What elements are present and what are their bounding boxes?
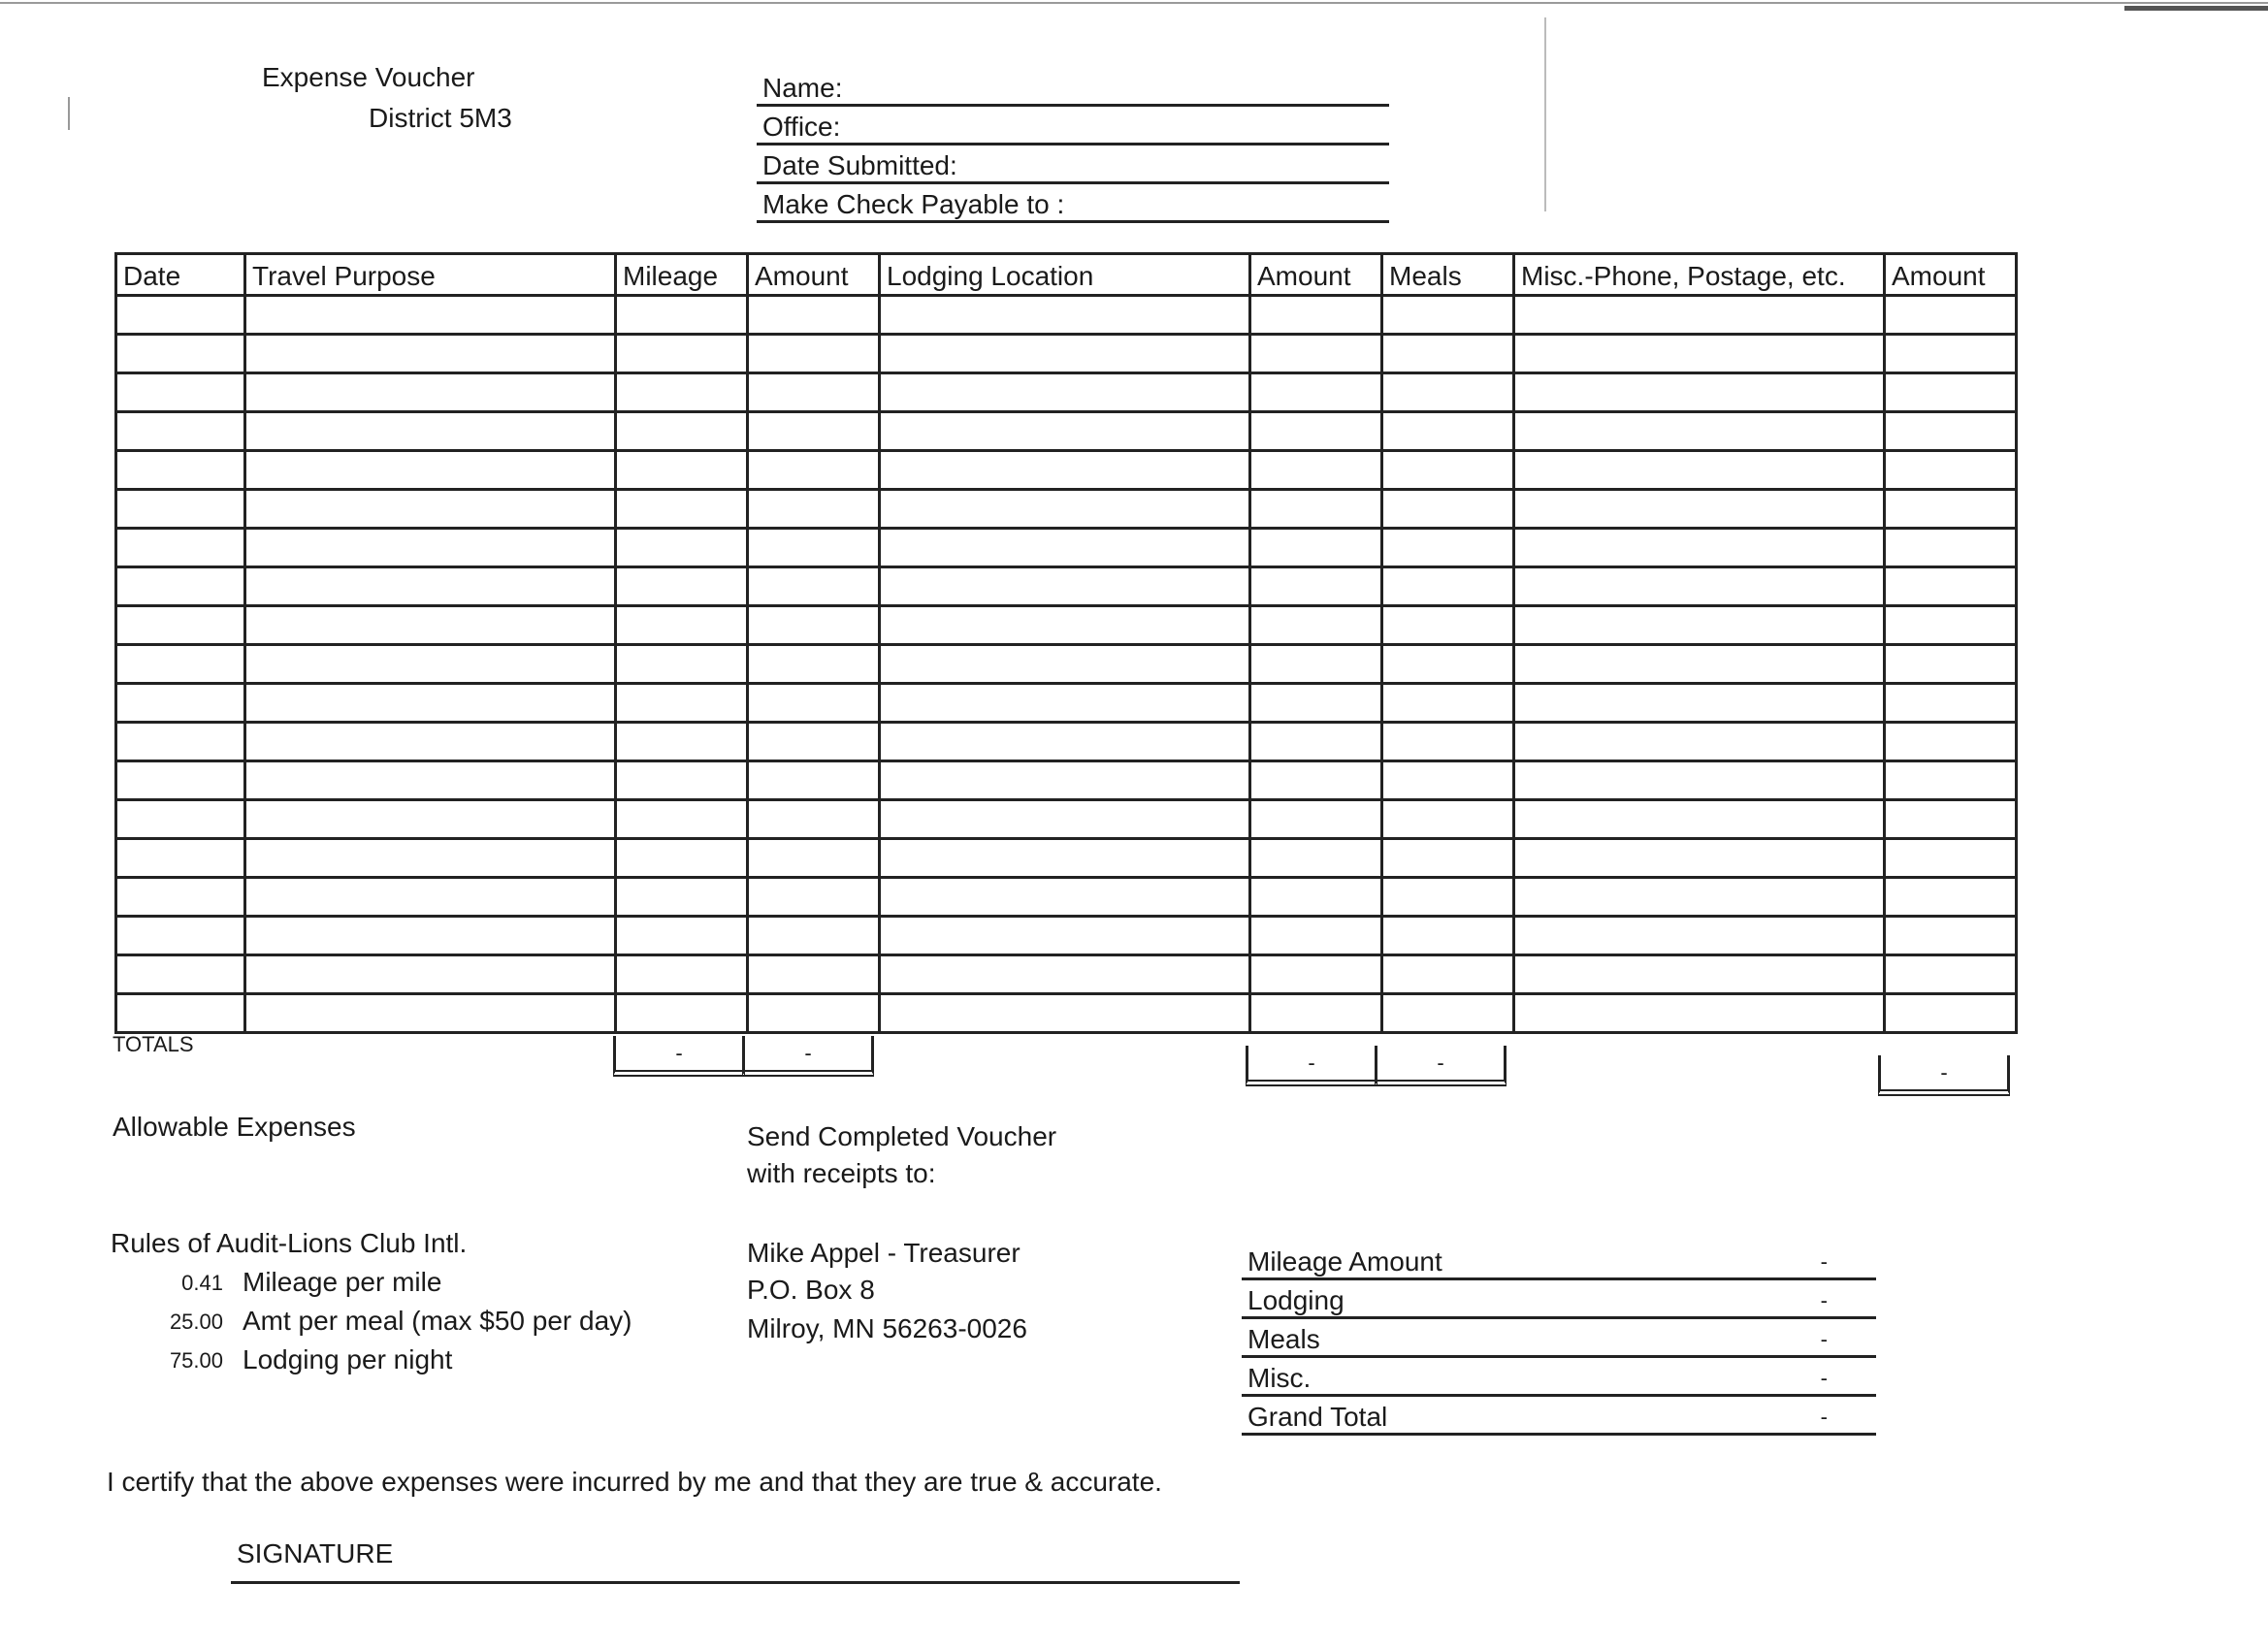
- cell-travel-purpose[interactable]: [246, 413, 617, 452]
- address-line: Mike Appel - Treasurer: [747, 1238, 1021, 1268]
- cell-lodging-amount[interactable]: [1251, 879, 1383, 918]
- cell-travel-purpose[interactable]: [246, 530, 617, 568]
- cell-misc-amount[interactable]: [1886, 762, 2018, 801]
- cell-misc[interactable]: [1515, 801, 1886, 840]
- summary-value: -: [1820, 1288, 1828, 1312]
- cell-lodging-location[interactable]: [881, 530, 1251, 568]
- cell-misc[interactable]: [1515, 724, 1886, 762]
- cell-date[interactable]: [114, 995, 246, 1034]
- cell-misc[interactable]: [1515, 568, 1886, 607]
- cell-mileage-amount[interactable]: [749, 452, 881, 491]
- column-header-mileage-amount: Amount: [749, 252, 881, 297]
- send-to-line2: with receipts to:: [747, 1158, 936, 1188]
- rules-heading: Rules of Audit-Lions Club Intl.: [111, 1228, 468, 1258]
- cell-lodging-location[interactable]: [881, 840, 1251, 879]
- scan-edge-mark: [2124, 6, 2268, 11]
- cell-date[interactable]: [114, 801, 246, 840]
- cell-mileage[interactable]: [617, 685, 749, 724]
- signature-line[interactable]: [231, 1581, 1240, 1584]
- cell-lodging-location[interactable]: [881, 879, 1251, 918]
- rule-value: 25.00: [169, 1310, 223, 1334]
- cell-misc-amount[interactable]: [1886, 530, 2018, 568]
- cell-misc-amount[interactable]: [1886, 801, 2018, 840]
- cell-lodging-location[interactable]: [881, 762, 1251, 801]
- cell-lodging-location[interactable]: [881, 607, 1251, 646]
- cell-misc-amount[interactable]: [1886, 724, 2018, 762]
- summary-lodging: [1242, 1282, 1876, 1319]
- cell-lodging-location[interactable]: [881, 491, 1251, 530]
- scan-mark: [1544, 17, 1546, 211]
- cell-lodging-location[interactable]: [881, 685, 1251, 724]
- cell-misc[interactable]: [1515, 840, 1886, 879]
- cell-meals[interactable]: [1383, 995, 1515, 1034]
- cell-date[interactable]: [114, 840, 246, 879]
- cell-mileage[interactable]: [617, 995, 749, 1034]
- rule-value: 0.41: [181, 1271, 223, 1295]
- cell-misc-amount[interactable]: [1886, 918, 2018, 956]
- cell-misc[interactable]: [1515, 336, 1886, 374]
- signature-label: SIGNATURE: [237, 1538, 394, 1568]
- cell-mileage[interactable]: [617, 413, 749, 452]
- column-header-misc: Misc.-Phone, Postage, etc.: [1515, 252, 1886, 297]
- cell-lodging-amount[interactable]: [1251, 452, 1383, 491]
- cell-travel-purpose[interactable]: [246, 840, 617, 879]
- cell-misc-amount[interactable]: [1886, 607, 2018, 646]
- rule-label: Lodging per night: [243, 1344, 453, 1374]
- cell-travel-purpose[interactable]: [246, 336, 617, 374]
- cell-mileage-amount[interactable]: [749, 801, 881, 840]
- column-header-lodging-location: Lodging Location: [881, 252, 1251, 297]
- cell-travel-purpose[interactable]: [246, 956, 617, 995]
- cell-lodging-location[interactable]: [881, 297, 1251, 336]
- cell-misc-amount[interactable]: [1886, 646, 2018, 685]
- cell-travel-purpose[interactable]: [246, 762, 617, 801]
- summary-label: Mileage Amount: [1247, 1246, 1442, 1277]
- cell-mileage-amount[interactable]: [749, 336, 881, 374]
- cell-misc-amount[interactable]: [1886, 336, 2018, 374]
- summary-value: -: [1820, 1249, 1828, 1274]
- cell-lodging-location[interactable]: [881, 724, 1251, 762]
- cell-travel-purpose[interactable]: [246, 995, 617, 1034]
- column-header-lodging-amount: Amount: [1251, 252, 1383, 297]
- cell-mileage-amount[interactable]: [749, 762, 881, 801]
- cell-lodging-amount[interactable]: [1251, 956, 1383, 995]
- cell-misc[interactable]: [1515, 879, 1886, 918]
- cell-lodging-amount[interactable]: [1251, 918, 1383, 956]
- column-header-meals: Meals: [1383, 252, 1515, 297]
- cell-meals[interactable]: [1383, 801, 1515, 840]
- cell-mileage[interactable]: [617, 297, 749, 336]
- column-header-misc-amount: Amount: [1886, 252, 2018, 297]
- cell-misc-amount[interactable]: [1886, 568, 2018, 607]
- cell-date[interactable]: [114, 413, 246, 452]
- cell-mileage[interactable]: [617, 956, 749, 995]
- rule-label: Amt per meal (max $50 per day): [243, 1306, 632, 1336]
- cell-misc-amount[interactable]: [1886, 452, 2018, 491]
- cell-misc[interactable]: [1515, 762, 1886, 801]
- cell-lodging-amount[interactable]: [1251, 297, 1383, 336]
- cell-misc-amount[interactable]: [1886, 840, 2018, 879]
- cell-misc[interactable]: [1515, 685, 1886, 724]
- cell-mileage-amount[interactable]: [749, 918, 881, 956]
- summary-label: Meals: [1247, 1324, 1320, 1354]
- cell-date[interactable]: [114, 452, 246, 491]
- address-line: P.O. Box 8: [747, 1275, 875, 1305]
- cell-misc[interactable]: [1515, 956, 1886, 995]
- cell-mileage[interactable]: [617, 530, 749, 568]
- cell-misc[interactable]: [1515, 297, 1886, 336]
- cell-mileage-amount[interactable]: [749, 840, 881, 879]
- cell-mileage-amount[interactable]: [749, 413, 881, 452]
- cell-misc[interactable]: [1515, 995, 1886, 1034]
- cell-meals[interactable]: [1383, 336, 1515, 374]
- cell-misc[interactable]: [1515, 413, 1886, 452]
- cell-date[interactable]: [114, 918, 246, 956]
- cell-date[interactable]: [114, 336, 246, 374]
- cell-meals[interactable]: [1383, 452, 1515, 491]
- cell-travel-purpose[interactable]: [246, 879, 617, 918]
- cell-mileage[interactable]: [617, 646, 749, 685]
- cell-lodging-location[interactable]: [881, 646, 1251, 685]
- cell-date[interactable]: [114, 724, 246, 762]
- cell-meals[interactable]: [1383, 918, 1515, 956]
- summary-value: -: [1820, 1366, 1828, 1390]
- cell-lodging-location[interactable]: [881, 918, 1251, 956]
- cell-mileage[interactable]: [617, 801, 749, 840]
- form-subtitle: District 5M3: [369, 103, 512, 133]
- cell-mileage-amount[interactable]: [749, 724, 881, 762]
- cell-mileage[interactable]: [617, 724, 749, 762]
- address-line: Milroy, MN 56263-0026: [747, 1313, 1027, 1343]
- cell-meals[interactable]: [1383, 297, 1515, 336]
- allowable-heading: Allowable Expenses: [113, 1112, 356, 1142]
- cell-misc-amount[interactable]: [1886, 956, 2018, 995]
- send-to-line1: Send Completed Voucher: [747, 1121, 1057, 1151]
- cell-lodging-amount[interactable]: [1251, 685, 1383, 724]
- cell-meals[interactable]: [1383, 956, 1515, 995]
- cell-travel-purpose[interactable]: [246, 297, 617, 336]
- form-title: Expense Voucher: [262, 62, 475, 92]
- cell-date[interactable]: [114, 297, 246, 336]
- cell-mileage-amount[interactable]: [749, 879, 881, 918]
- cell-lodging-amount[interactable]: [1251, 530, 1383, 568]
- cell-date[interactable]: [114, 762, 246, 801]
- cell-travel-purpose[interactable]: [246, 568, 617, 607]
- cell-misc-amount[interactable]: [1886, 374, 2018, 413]
- cell-misc-amount[interactable]: [1886, 297, 2018, 336]
- cell-misc-amount[interactable]: [1886, 995, 2018, 1034]
- cell-lodging-amount[interactable]: [1251, 762, 1383, 801]
- cell-travel-purpose[interactable]: [246, 491, 617, 530]
- cell-misc[interactable]: [1515, 646, 1886, 685]
- summary-label: Lodging: [1247, 1285, 1345, 1315]
- summary-mileage-amount: [1242, 1244, 1876, 1280]
- cell-meals[interactable]: [1383, 724, 1515, 762]
- cell-meals[interactable]: [1383, 840, 1515, 879]
- cell-mileage-amount[interactable]: [749, 646, 881, 685]
- summary-value: -: [1820, 1327, 1828, 1351]
- cell-mileage-amount[interactable]: [749, 956, 881, 995]
- cell-meals[interactable]: [1383, 607, 1515, 646]
- cell-lodging-location[interactable]: [881, 956, 1251, 995]
- cell-date[interactable]: [114, 374, 246, 413]
- cell-misc-amount[interactable]: [1886, 491, 2018, 530]
- cell-travel-purpose[interactable]: [246, 685, 617, 724]
- cell-mileage[interactable]: [617, 918, 749, 956]
- cell-lodging-amount[interactable]: [1251, 724, 1383, 762]
- total-mileage-amount: -: [742, 1036, 874, 1077]
- column-header-travel-purpose: Travel Purpose: [246, 252, 617, 297]
- total-lodging-amount: -: [1246, 1046, 1377, 1086]
- cell-mileage[interactable]: [617, 607, 749, 646]
- cell-date[interactable]: [114, 956, 246, 995]
- rule-label: Mileage per mile: [243, 1267, 442, 1297]
- scan-edge: [0, 2, 2268, 4]
- cell-misc-amount[interactable]: [1886, 685, 2018, 724]
- cell-date[interactable]: [114, 879, 246, 918]
- cell-misc[interactable]: [1515, 491, 1886, 530]
- cell-lodging-amount[interactable]: [1251, 840, 1383, 879]
- cell-mileage[interactable]: [617, 452, 749, 491]
- cell-mileage[interactable]: [617, 336, 749, 374]
- cell-meals[interactable]: [1383, 646, 1515, 685]
- totals-label: TOTALS: [113, 1032, 194, 1056]
- cell-travel-purpose[interactable]: [246, 918, 617, 956]
- total-misc-amount: -: [1878, 1055, 2010, 1096]
- rule-value: 75.00: [169, 1348, 223, 1373]
- cell-mileage[interactable]: [617, 840, 749, 879]
- cell-misc-amount[interactable]: [1886, 879, 2018, 918]
- cell-lodging-location[interactable]: [881, 413, 1251, 452]
- cell-misc[interactable]: [1515, 452, 1886, 491]
- cell-mileage-amount[interactable]: [749, 297, 881, 336]
- name-field[interactable]: Name:: [757, 70, 1389, 107]
- cell-lodging-location[interactable]: [881, 374, 1251, 413]
- cell-lodging-amount[interactable]: [1251, 646, 1383, 685]
- total-mileage: -: [613, 1036, 745, 1077]
- cell-travel-purpose[interactable]: [246, 607, 617, 646]
- summary-label: Misc.: [1247, 1363, 1312, 1393]
- summary-label: Grand Total: [1247, 1402, 1388, 1432]
- cell-lodging-location[interactable]: [881, 801, 1251, 840]
- cell-lodging-amount[interactable]: [1251, 374, 1383, 413]
- scan-mark: [68, 97, 70, 130]
- cell-lodging-amount[interactable]: [1251, 801, 1383, 840]
- cell-lodging-amount[interactable]: [1251, 607, 1383, 646]
- cell-mileage[interactable]: [617, 568, 749, 607]
- cell-mileage[interactable]: [617, 374, 749, 413]
- summary-grand-total: [1242, 1399, 1876, 1436]
- cell-mileage-amount[interactable]: [749, 568, 881, 607]
- cell-mileage-amount[interactable]: [749, 995, 881, 1034]
- cell-travel-purpose[interactable]: [246, 724, 617, 762]
- cell-mileage-amount[interactable]: [749, 530, 881, 568]
- cell-mileage-amount[interactable]: [749, 491, 881, 530]
- total-meals: -: [1375, 1046, 1507, 1086]
- cell-mileage[interactable]: [617, 879, 749, 918]
- cell-travel-purpose[interactable]: [246, 374, 617, 413]
- cell-lodging-location[interactable]: [881, 995, 1251, 1034]
- date-submitted-field[interactable]: Date Submitted:: [757, 147, 1389, 184]
- cell-mileage[interactable]: [617, 762, 749, 801]
- cell-date[interactable]: [114, 685, 246, 724]
- cell-date[interactable]: [114, 491, 246, 530]
- cell-mileage-amount[interactable]: [749, 374, 881, 413]
- cell-lodging-amount[interactable]: [1251, 568, 1383, 607]
- cell-meals[interactable]: [1383, 568, 1515, 607]
- cell-lodging-amount[interactable]: [1251, 336, 1383, 374]
- cell-lodging-amount[interactable]: [1251, 491, 1383, 530]
- summary-value: -: [1820, 1405, 1828, 1429]
- cell-mileage-amount[interactable]: [749, 607, 881, 646]
- cell-misc[interactable]: [1515, 374, 1886, 413]
- cell-lodging-amount[interactable]: [1251, 995, 1383, 1034]
- cell-date[interactable]: [114, 646, 246, 685]
- certify-text: I certify that the above expenses were incurred by me and that they are true & accurate.: [107, 1467, 1162, 1497]
- cell-mileage[interactable]: [617, 491, 749, 530]
- summary-misc: [1242, 1360, 1876, 1397]
- office-field[interactable]: Office:: [757, 109, 1389, 146]
- cell-lodging-amount[interactable]: [1251, 413, 1383, 452]
- cell-meals[interactable]: [1383, 491, 1515, 530]
- summary-meals: [1242, 1321, 1876, 1358]
- cell-lodging-location[interactable]: [881, 336, 1251, 374]
- cell-date[interactable]: [114, 568, 246, 607]
- cell-meals[interactable]: [1383, 374, 1515, 413]
- cell-travel-purpose[interactable]: [246, 452, 617, 491]
- cell-meals[interactable]: [1383, 762, 1515, 801]
- column-header-date: Date: [114, 252, 246, 297]
- cell-meals[interactable]: [1383, 413, 1515, 452]
- cell-date[interactable]: [114, 530, 246, 568]
- cell-misc[interactable]: [1515, 530, 1886, 568]
- cell-travel-purpose[interactable]: [246, 646, 617, 685]
- cell-misc[interactable]: [1515, 607, 1886, 646]
- cell-travel-purpose[interactable]: [246, 801, 617, 840]
- cell-meals[interactable]: [1383, 879, 1515, 918]
- cell-lodging-location[interactable]: [881, 568, 1251, 607]
- cell-misc[interactable]: [1515, 918, 1886, 956]
- payable-to-field[interactable]: Make Check Payable to :: [757, 186, 1389, 223]
- cell-misc-amount[interactable]: [1886, 413, 2018, 452]
- cell-mileage-amount[interactable]: [749, 685, 881, 724]
- column-header-mileage: Mileage: [617, 252, 749, 297]
- cell-date[interactable]: [114, 607, 246, 646]
- cell-meals[interactable]: [1383, 530, 1515, 568]
- cell-lodging-location[interactable]: [881, 452, 1251, 491]
- cell-meals[interactable]: [1383, 685, 1515, 724]
